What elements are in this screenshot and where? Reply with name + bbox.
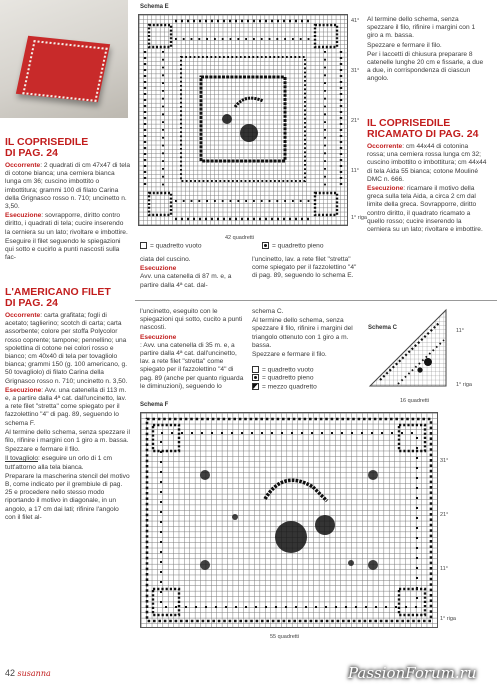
ricamato-title-1: IL COPRISEDILE — [367, 117, 451, 129]
ricamato-title-2: RICAMATO DI PAG. 24 — [367, 128, 479, 140]
title-line-1: IL COPRISEDILE — [5, 136, 89, 148]
schema-f-row-1: 1° riga — [440, 616, 456, 622]
tovagliolo-text: : eseguire un orlo di 1 cm tutt'attorno alla tela bianca. — [5, 455, 113, 471]
empty-square-icon — [252, 366, 259, 373]
section-title-ricamato — [367, 118, 492, 140]
schema-e-row-21: 21° — [351, 118, 360, 124]
watermark: PassionForum.ru — [348, 664, 477, 682]
schema-f-row-21: 21° — [440, 512, 449, 518]
tovagliolo-label: Il tovagliolo — [5, 455, 38, 463]
ricamato-occ-label: Occorrente — [367, 143, 403, 150]
americano-p2: Al termine dello schema, senza spezzare il filo, rifinire i margini con 1 giro a m. bassa. — [5, 428, 130, 445]
legend2-half-text: = mezzo quadretto — [262, 383, 317, 391]
col4-p2: Spezzare e fermare il filo. — [367, 41, 442, 49]
filled-square-icon — [252, 374, 259, 381]
schema-f-grid — [140, 412, 438, 628]
occorrente-text: : 2 quadrati di cm 47x47 di tela di cotone bianca; una cerniera bianca lunga cm 36; cuscino imbottito o imbottitura; grammi 100 di filato Carina della Grignasco rosso n. 710; uncinetto n. 3,50. — [5, 162, 130, 211]
schema-e-row-41: 41° — [351, 18, 360, 24]
page-number: 42 — [5, 668, 16, 678]
schema-f-label: Schema F — [140, 402, 169, 408]
schema-e-pattern — [139, 15, 347, 225]
schema-e-row-1: 1° riga — [351, 215, 367, 221]
footer — [5, 668, 51, 678]
section-title-coprisedile — [5, 137, 130, 159]
americano-instructions — [5, 312, 131, 523]
ricamato-occ-text: : cm 44x44 di cotonina rossa; una cerniera rossa lunga cm 32; cuscino imbottito o imbottitura; cm 44x44 di tela Aida 55 bianca; cotone Mouliné DMC n. 666. — [367, 143, 487, 183]
legend-e-full-text: = quadretto pieno — [272, 242, 324, 250]
col2b-exec-label: Esecuzione — [140, 333, 177, 341]
half-square-icon — [252, 383, 259, 390]
americano-title-1: L'AMERICANO FILET — [5, 286, 111, 298]
schema-f-row-11: 11° — [440, 566, 448, 572]
esecuzione-text-2: Eseguire il filet seguendo le spiegazioni qui sotto e cucirlo a punti nascosti sulla fac- — [5, 237, 121, 262]
title-line-2: DI PAG. 24 — [5, 147, 58, 159]
schema-e-grid — [138, 14, 348, 226]
schema-c-label: Schema C — [368, 325, 398, 331]
ricamato-exec-label: Esecuzione — [367, 185, 404, 193]
col2b-p1: l'uncinetto, eseguito con le spiegazioni qui sotto, cucito a punti nascosti. — [140, 308, 243, 332]
lace-trim-image — [22, 40, 107, 102]
americano-occ-text: : carta grafitata; fogli di acetato; taglierino; scotch di carta; carta assorbente; colore per stoffa Polycolor rosso coprente; tampone; pennellino; una spolettina di cotone nei colori rosso e bianco; cm 40x40 di tela per tovagliolo bianca; grammi 150 (g. 100 americano, g. 50 tovagliolo) di filato Carina della Grignasco rosso n. 710; uncinetto n. 3,50. — [5, 312, 128, 385]
ricamato-exec-text: : ricamare il motivo della greca sulla tela Aida, a circa 2 cm dal limite della greca. Sovrapporre, diritto contro diritto, il quadrato ricamato a quello rosso; cucire inserendo la cerniera su un lato; rivoltare e imbottire. — [367, 185, 483, 234]
col2-exec-text: Avv. una catenella di 87 m. e, a partire dalla 4ª cat. dal- — [140, 273, 232, 289]
col2-top-p1: ciata del cuscino. — [140, 256, 191, 263]
legend2-empty-text: = quadretto vuoto — [262, 366, 314, 374]
col2b-text — [140, 308, 248, 392]
legend2-full-text: = quadretto pieno — [262, 374, 314, 382]
americano-p5: Preparare la mascherina stencil del motivo B, come indicato per il grembiule di pag. 25 e procedere nello stesso modo riportando il motivo in diagonale, in un angolo, a 17 cm dai lati; rifinire l'angolo con il filet al- — [5, 472, 130, 521]
filled-square-icon — [262, 242, 269, 249]
legend-2 — [252, 366, 362, 391]
col3b-p1: schema C. — [252, 308, 284, 315]
legend-e-full — [262, 242, 372, 250]
magazine-brand: susanna — [17, 669, 51, 678]
schema-f-width-label: 55 quadretti — [270, 634, 300, 640]
schema-e-row-11: 11° — [351, 168, 359, 174]
col4-text — [367, 16, 487, 85]
americano-title-2: DI PAG. 24 — [5, 297, 58, 309]
coprisedile-instructions — [5, 162, 130, 263]
schema-c-row-11: 11° — [456, 328, 464, 334]
americano-exec-text: : Avv. una catenella di 113 m. e, a partire dalla 4ª cat. dall'uncinetto, lav. a rete filet "stretta" come spiegato per il fazzolettino "4" di pag. 89, seguendo lo schema F. — [5, 386, 127, 427]
col2-top-text — [140, 256, 248, 291]
schema-f-pattern — [141, 413, 437, 627]
legend-e-empty — [140, 242, 260, 250]
col2-exec-label: Esecuzione — [140, 265, 177, 273]
schema-f-row-31: 31° — [440, 458, 449, 464]
schema-e-label: Schema E — [140, 4, 169, 10]
esecuzione-text: : sovrapporre, diritto contro diritto, i quadrati di tela; cucire inserendo la cerniera su un lato; rivoltare e imbottire. — [5, 212, 128, 236]
americano-exec-label: Esecuzione — [5, 386, 42, 394]
americano-occ-label: Occorrente — [5, 312, 41, 319]
empty-square-icon — [140, 242, 147, 249]
col3b-text — [252, 308, 360, 360]
schema-c-triangle — [368, 300, 450, 390]
occorrente-label: Occorrente — [5, 162, 41, 169]
col4-p3: Per i laccetti di chiusura preparare 8 catenelle lunghe 20 cm e fissarle, a due a due, in corrispondenza di ciascun angolo. — [367, 50, 484, 83]
schema-c-width-label: 16 quadretti — [400, 398, 430, 404]
col3b-p2: Al termine dello schema, senza spezzare il filo, rifinire i margini del triangolo ottenuto con 1 giro a m. bassa. — [252, 317, 353, 349]
col3-top-text — [252, 256, 360, 282]
legend-e-empty-text: = quadretto vuoto — [150, 242, 202, 250]
cushion-photo — [0, 0, 128, 118]
americano-p3: Spezzare e fermare il filo. — [5, 446, 80, 454]
col4-p1: Al termine dello schema, senza spezzare il filo, rifinire i margini con 1 giro a m. bassa. — [367, 16, 476, 40]
section-title-americano — [5, 287, 133, 309]
schema-e-row-31: 31° — [351, 68, 360, 74]
schema-c-row-1: 1° riga — [456, 382, 472, 388]
col2b-exec-text: : Avv. una catenella di 35 m. e, a partire dalla 4ª cat. dall'uncinetto, lav. a rete filet "stretta" come spiegato per il fazzolettino "4" di pag. 89 (anche per quanto riguarda le diminuzioni), seguendo lo — [140, 341, 244, 390]
schema-e-width-label: 42 quadretti — [225, 235, 255, 241]
col3b-p3: Spezzare e fermare il filo. — [252, 351, 327, 359]
esecuzione-label: Esecuzione — [5, 212, 42, 220]
col3-top-p1: l'uncinetto, lav. a rete filet "stretta" come spiegato per il fazzolettino "4" di pag. 89, seguendo lo schema E. — [252, 256, 357, 280]
ricamato-instructions — [367, 143, 487, 235]
